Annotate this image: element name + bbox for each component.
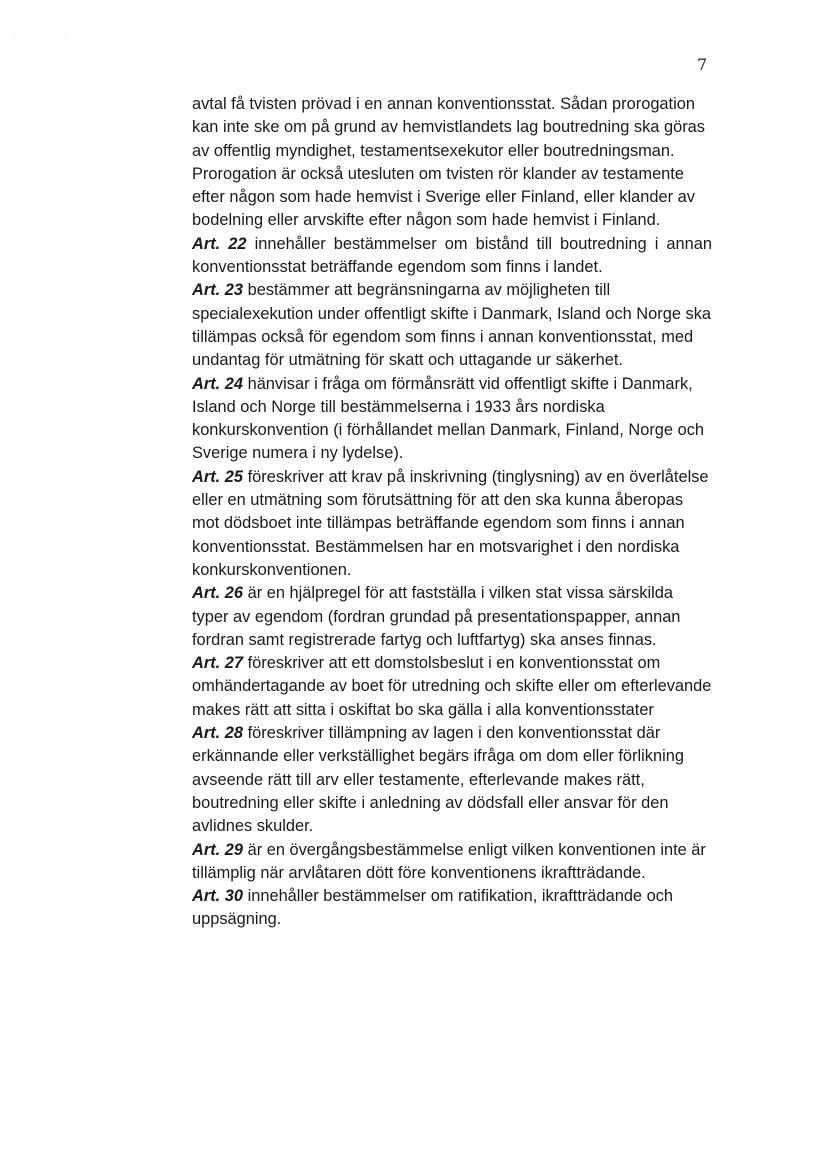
article-label: Art. 24	[192, 374, 244, 393]
paragraph-text: föreskriver att krav på inskrivning (tinglysning) av en överlåtelse eller en utmätning som förutsättning för att den ska kunna åberopas mot dödsboet inte tillämpas beträffande egendom som finns i annan konventionsstat. Bestämmelsen har en motsvarighet i den nordiska konkurskonventionen.	[192, 467, 709, 579]
article-label: Art. 30	[192, 887, 244, 906]
article-label: Art. 28	[192, 724, 244, 743]
article-label: Art. 29	[192, 840, 244, 859]
paragraph-text: hänvisar i fråga om förmånsrätt vid offentligt skifte i Danmark, Island och Norge till bestämmelserna i 1933 års nordiska konkurskonvention (i förhållandet mellan Danmark, Finland, Norge och Sverige numera i ny lydelse).	[192, 374, 705, 463]
paragraph-text: avtal få tvisten prövad i en annan konventionsstat. Sådan prorogation kan inte ske om på grund av hemvistlandets lag boutredning ska göras av offentlig myndighet, testamentsexekutor eller boutredningsman. Prorogation är också utesluten om tvisten rör klander av testamente efter någon som hade hemvist i Sverige eller Finland, eller klander av bodelning eller arvskifte efter någon som hade hemvist i Finland.	[192, 95, 705, 230]
article-label: Art. 26	[192, 584, 244, 603]
paragraph-art-24	[192, 373, 712, 466]
paragraph-art-25	[192, 466, 712, 582]
paragraph-text: bestämmer att begränsningarna av möjligheten till specialexekution under offentligt skifte i Danmark, Island och Norge ska tillämpas också för egendom som finns i annan konventionsstat, med undantag för utmätning för skatt och uttagande ur säkerhet.	[192, 281, 712, 370]
page-number: 7	[697, 55, 708, 74]
paragraph-text: föreskriver att ett domstolsbeslut i en konventionsstat om omhändertagande av boet för utredning och skifte eller om efterlevande makes rätt att sitta i oskiftat bo ska gälla i alla konventionsstater	[192, 654, 712, 719]
article-label: Art. 25	[192, 467, 244, 486]
article-label: Art. 27	[192, 654, 244, 673]
paragraph-text: är en övergångsbestämmelse enligt vilken konventionen inte är tillämplig när arvlåtaren dött före konventionens ikraftträdande.	[192, 840, 706, 882]
paragraph-art-29	[192, 839, 712, 886]
document-body	[192, 93, 712, 932]
paragraph-art-23	[192, 279, 712, 372]
paragraph-art-22	[192, 233, 712, 280]
paragraph-text: föreskriver tillämpning av lagen i den konventionsstat där erkännande eller verkställighet begärs ifråga om dom eller förlikning avseende rätt till arv eller testamente, efterlevande makes rätt, boutredning eller skifte i anledning av dödsfall eller ansvar för den avlidnes skulder.	[192, 724, 684, 836]
scan-artifact-dots: · · ·	[14, 31, 137, 40]
paragraph-prorogation	[192, 93, 712, 233]
article-label: Art. 22	[192, 234, 247, 253]
paragraph-text: innehåller bestämmelser om ratifikation, ikraftträdande och uppsägning.	[192, 887, 674, 929]
paragraph-text: är en hjälpregel för att fastställa i vilken stat vissa särskilda typer av egendom (fordran grundad på presentationspapper, annan fordran samt registrerade fartyg och luftfartyg) ska anses finnas.	[192, 584, 681, 649]
article-label: Art. 23	[192, 281, 244, 300]
paragraph-art-27	[192, 652, 712, 722]
paragraph-art-28	[192, 722, 712, 838]
paragraph-text: innehåller bestämmelser om bistånd till boutredning i annan konventionsstat beträffande egendom som finns i landet.	[192, 234, 712, 277]
paragraph-art-30	[192, 885, 712, 932]
paragraph-art-26	[192, 582, 712, 652]
